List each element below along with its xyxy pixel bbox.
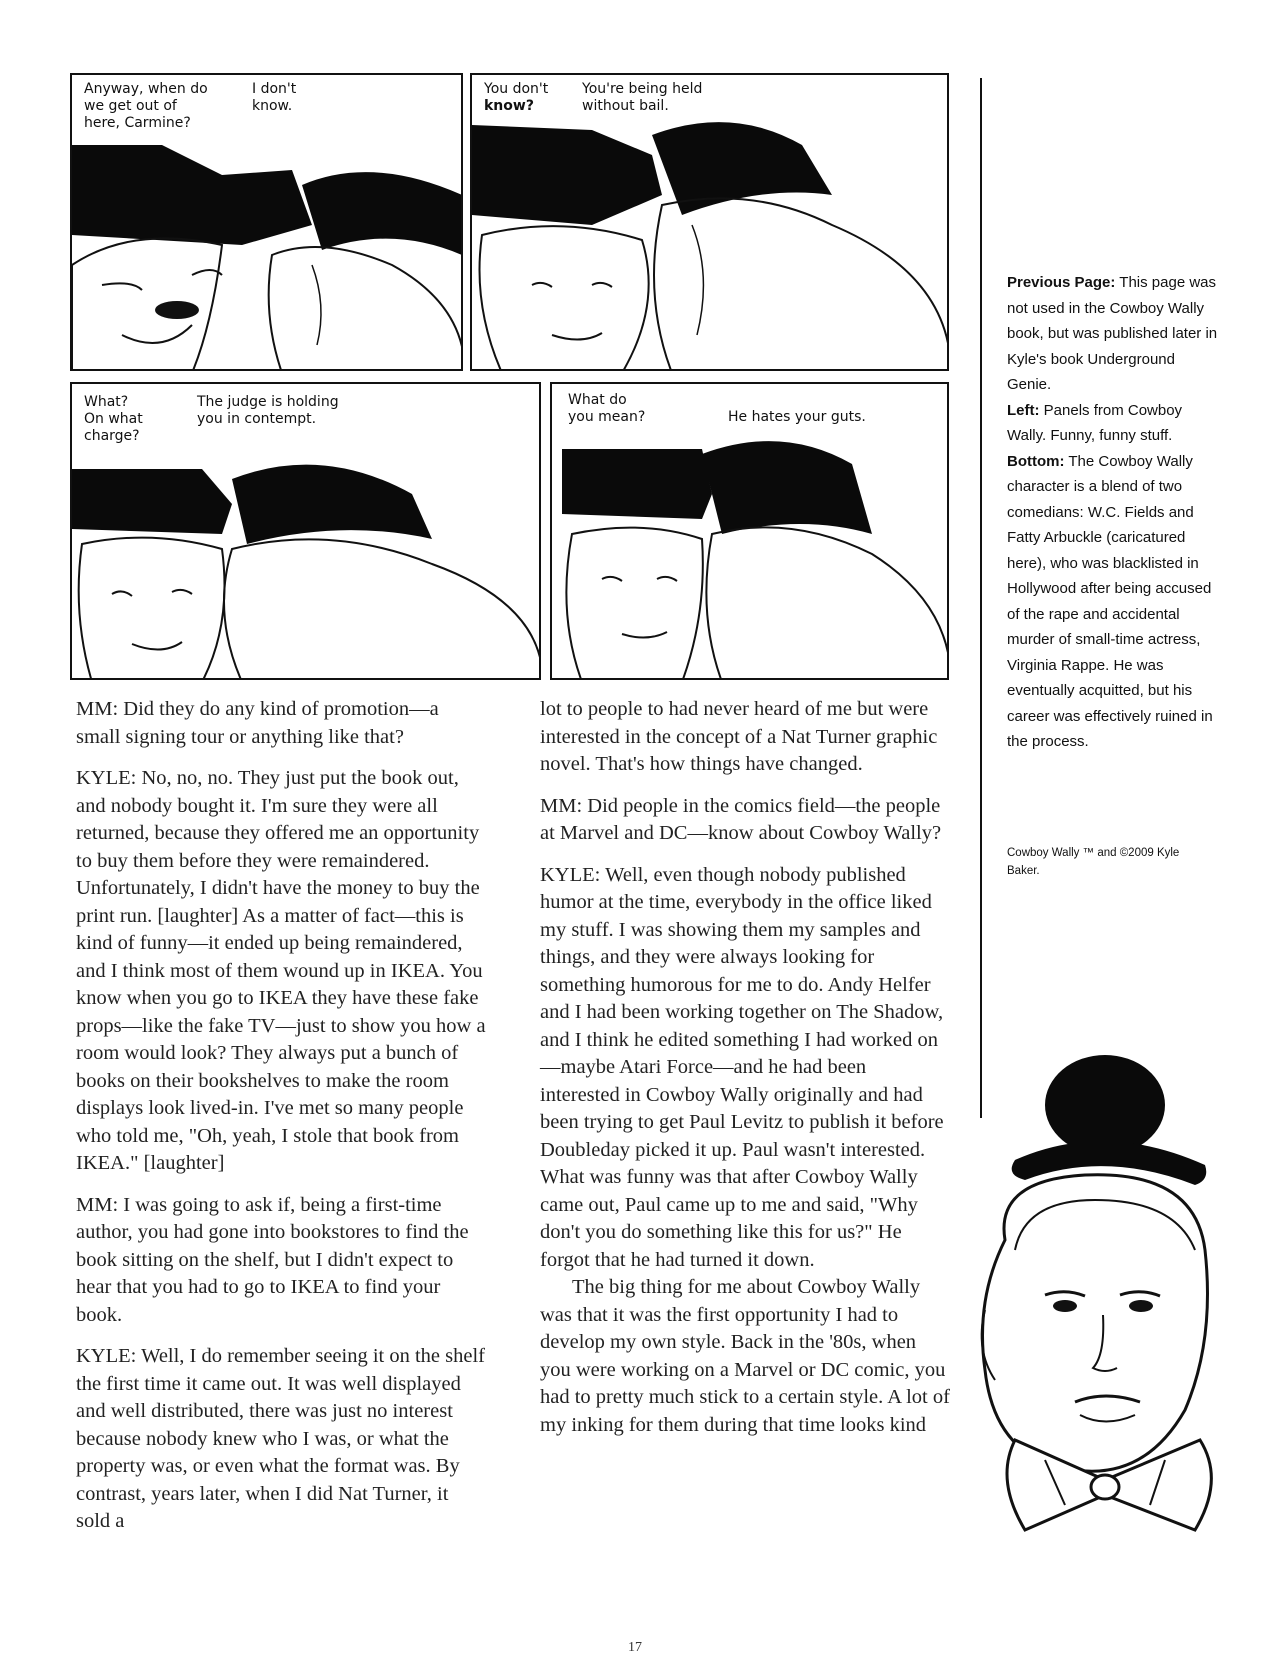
comic-panel-1 — [70, 73, 463, 371]
comic-panel-4 — [550, 382, 949, 680]
col2-paragraph: lot to people to had never heard of me but were interested in the concept of a Nat Turner graphic novel. That's how things have changed. — [540, 698, 938, 775]
comic-panel-2 — [470, 73, 949, 371]
col1-paragraph: KYLE: Well, I do remember seeing it on the shelf the first time it came out. It was well displayed and well distributed, there was just no interest because nobody knew who I was, or what the property was, or even what the format was. By contrast, years later, when I did Nat Turner, it sold a — [76, 1345, 486, 1532]
panel-3-left-bubble: What? On what charge? — [84, 394, 143, 444]
col1-paragraph: KYLE: No, no, no. They just put the book out, and nobody bought it. I'm sure they were all returned, because they offered me an opportunity to buy them before they were remaindered. Unfortunately, I didn't have the money to buy the print run. [laughter] As a matter of fact—this is kind of funny—it ended up being remaindered, and I think most of them wound up in IKEA. You know when you go to IKEA they have these fake props—like the fake TV—just to show you how a room would look? They always put a bunch of books on their bookshelves to make the room displays look lived-in. I've met so many people who told me, "Oh, yeah, I stole that book from IKEA." [laughter] — [76, 767, 486, 1174]
panel-4-left-bubble: What do you mean? — [568, 392, 646, 425]
col1-paragraph: MM: Did they do any kind of promotion—a small signing tour or anything like that? — [76, 698, 439, 748]
caption-bottom: Bottom: The Cowboy Wally character is a blend of two comedians: W.C. Fields and Fatty Arbuckle (caricatured here), who was blacklisted in Hollywood after being accused of the rape and accidental murder of small-time actress, Virginia Rappe. He was eventually acquitted, but his career was effectively ruined in the process. — [1007, 452, 1213, 750]
article-column-2 — [540, 696, 950, 1439]
col2-paragraph: The big thing for me about Cowboy Wally was that it was the first opportunity I had to develop my own style. Back in the '80s, when you were working on a Marvel or DC comic, you had to pretty much stick to a certain style. A lot of my inking for them during that time looks kind — [540, 1276, 950, 1436]
panel-3-right-bubble: The judge is holding you in contempt. — [197, 394, 339, 427]
col2-paragraph: KYLE: Well, even though nobody published humor at the time, everybody in the office liked my stuff. I was showing them my samples and things, and they were always looking for something humorous for me to do. Andy Helfer and I had been working together on The Shadow, and I think he edited something I had worked on—maybe Atari Force—and he had been interested in Cowboy Wally originally and had been trying to get Paul Levitz to publish it before Doubleday picked it up. Paul wasn't interested. What was funny was that after Cowboy Wally came out, Paul came up to me and said, "Why don't you do something like this for us?" He forgot that he had turned it down. — [540, 863, 944, 1271]
caption-previous-page: Previous Page: This page was not used in the Cowboy Wally book, but was published later in Kyle's book Underground Genie. — [1007, 274, 1218, 393]
col2-paragraph: MM: Did people in the comics field—the people at Marvel and DC—know about Cowboy Wally? — [540, 794, 942, 844]
page-number: 17 — [628, 1640, 642, 1655]
panel-2-right-bubble: You're being held without bail. — [582, 81, 703, 114]
caption-left: Left: Panels from Cowboy Wally. Funny, funny stuff. — [1007, 401, 1183, 444]
panel-2-art — [472, 75, 949, 371]
panel-1-left-bubble: Anyway, when do we get out of here, Carmine? — [84, 81, 208, 131]
col1-paragraph: MM: I was going to ask if, being a first-time author, you had gone into bookstores to find the book sitting on the shelf, but I didn't expect to hear that you had to go to IKEA to find your book. — [76, 1193, 469, 1326]
panel-1-right-bubble: I don't know. — [252, 81, 297, 114]
sidebar-captions — [1007, 270, 1219, 755]
article-column-1 — [76, 696, 486, 1536]
fatty-arbuckle-caricature — [955, 1050, 1235, 1550]
panel-2-left-bubble: You don't know? — [484, 81, 549, 114]
sidebar-divider — [980, 78, 982, 1118]
panel-4-art — [552, 384, 949, 680]
panel-4-right-bubble: He hates your guts. — [728, 409, 866, 425]
copyright-credit: Cowboy Wally ™ and ©2009 Kyle Baker. — [1007, 847, 1180, 877]
comic-panel-3 — [70, 382, 541, 680]
